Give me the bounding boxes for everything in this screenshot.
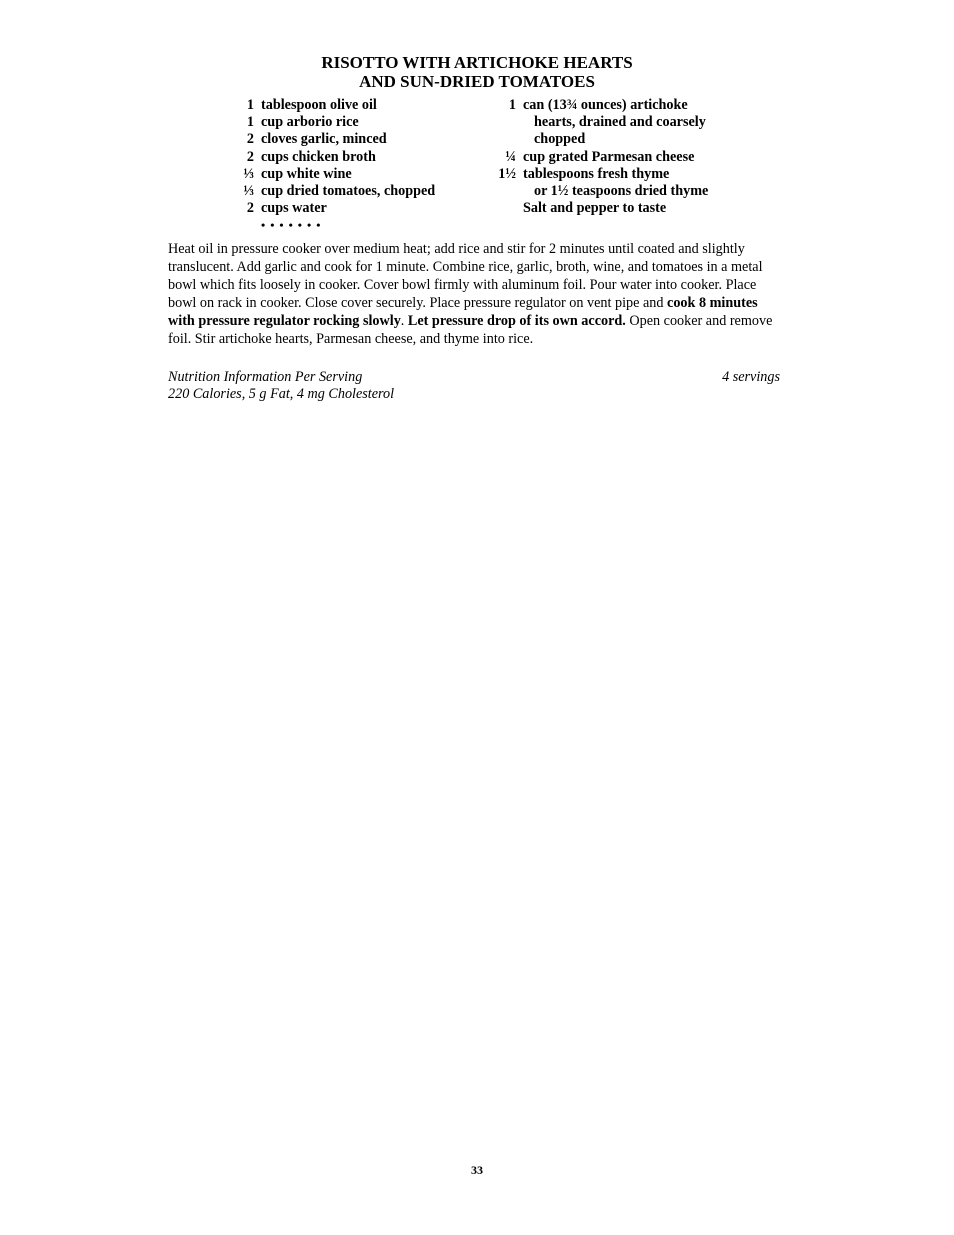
nutrition-values: 220 Calories, 5 g Fat, 4 mg Cholesterol [168, 386, 395, 402]
ingredient-text: cup arborio rice [261, 114, 359, 131]
ingredient-text: can (13¾ ounces) artichoke [523, 97, 688, 113]
ingredient-qty: 2 [246, 131, 254, 148]
ingredient-item [230, 149, 480, 166]
ingredient-qty: 1 [508, 97, 516, 113]
ingredient-continuation [492, 114, 752, 131]
ingredient-text: cup white wine [261, 165, 352, 182]
ingredient-item [230, 200, 480, 217]
nutrition-label: Nutrition Information Per Serving [168, 369, 363, 385]
nutrition-info [168, 369, 780, 403]
ingredient-item [230, 114, 480, 131]
instructions-bold: cook 8 minutes with pressure regulator rocking slowly [168, 295, 758, 329]
ingredients-right-column [492, 97, 752, 217]
instructions-bold: Let pressure drop of its own accord. [407, 313, 626, 329]
ingredient-text: tablespoons fresh thyme [523, 165, 670, 182]
servings-count: 4 servings [722, 369, 780, 385]
ingredient-continuation [492, 131, 752, 148]
ingredient-qty: 1 [246, 97, 254, 113]
instructions-text: Open cooker and remove foil. Stir artichoke hearts, Parmesan cheese, and thyme into rice. [168, 313, 773, 347]
recipe-instructions [168, 240, 783, 348]
instructions-text: Heat oil in pressure cooker over medium heat; add rice and stir for 2 minutes until coated and slightly translucent. Add garlic and cook for 1 minute. Combine rice, garlic, broth, wine, and tomatoes in a metal bowl which fits loosely in cooker. Cover bowl firmly with aluminum foil. Pour water into cooker. Place bowl on rack in cooker. Close cover securely. Place pressure regulator on vent pipe and [168, 241, 763, 311]
ingredient-separator: • • • • • • • [261, 218, 322, 233]
ingredient-item [230, 131, 480, 148]
ingredient-item [492, 166, 752, 183]
ingredient-qty: ⅓ [243, 183, 254, 200]
ingredient-item [492, 149, 752, 166]
ingredient-text-cont: chopped [534, 131, 586, 148]
recipe-title [0, 53, 954, 91]
ingredient-text: cup grated Parmesan cheese [523, 148, 695, 165]
ingredient-item [492, 97, 752, 114]
recipe-title-line1: RISOTTO WITH ARTICHOKE HEARTS [321, 53, 633, 72]
ingredients-left-column [230, 97, 480, 235]
ingredient-qty: 1 [246, 114, 254, 131]
ingredient-text: tablespoon olive oil [261, 97, 377, 113]
ingredient-text: cloves garlic, minced [261, 131, 387, 148]
ingredient-continuation [492, 183, 752, 200]
recipe-title-line2: AND SUN-DRIED TOMATOES [359, 72, 595, 91]
ingredient-qty: ¼ [505, 148, 516, 165]
page-number: 33 [471, 1163, 483, 1177]
ingredient-text: cups water [261, 200, 327, 217]
ingredient-item [230, 166, 480, 183]
instructions-text: . [400, 313, 408, 329]
ingredient-text-cont: hearts, drained and coarsely [534, 114, 706, 131]
ingredient-item [230, 97, 480, 114]
ingredient-qty: 2 [246, 200, 254, 217]
ingredient-text-cont: or 1½ teaspoons dried thyme [534, 183, 709, 200]
ingredient-text: cup dried tomatoes, chopped [261, 183, 436, 200]
ingredient-qty: 1½ [498, 165, 516, 182]
ingredient-text: cups chicken broth [261, 148, 376, 165]
ingredient-item-unquantified: Salt and pepper to taste [523, 200, 667, 217]
ingredient-item [230, 183, 480, 200]
ingredient-qty: ⅓ [243, 165, 254, 182]
ingredient-qty: 2 [246, 148, 254, 165]
